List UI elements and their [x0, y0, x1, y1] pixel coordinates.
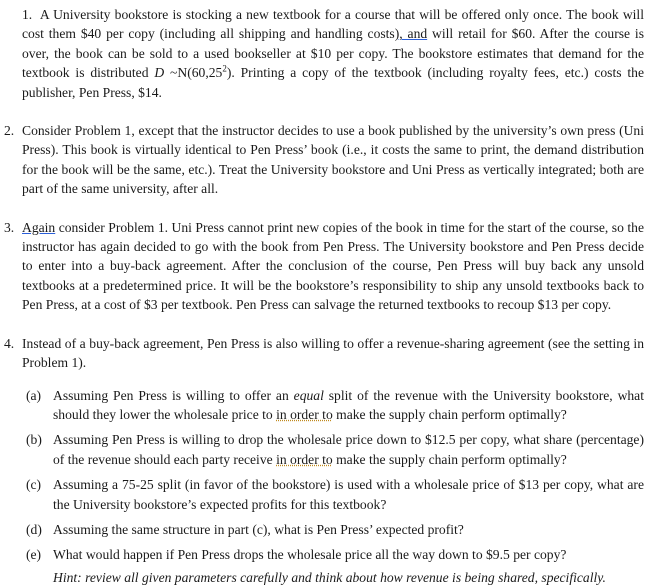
problem-4-text: Instead of a buy-back agreement, Pen Press is also willing to offer a revenue-sharing agreement (see the setting in Problem 1).	[22, 335, 644, 371]
distribution-expression: ~N(60,25	[164, 65, 223, 81]
spellcheck-underline: ), and	[394, 26, 428, 42]
part-a-emphasis: equal	[293, 387, 324, 403]
distribution-exponent: 2	[222, 63, 227, 74]
demand-variable: D	[154, 65, 165, 81]
part-c-text: Assuming a 75-25 split (in favor of the bookstore) is used with a wholesale price of $13 per copy, what are the University bookstore’s expected profits for this textbook?	[53, 477, 644, 512]
part-a-label: (a)	[26, 387, 42, 403]
problem-2	[4, 121, 644, 199]
part-b-text-a: Assuming Pen Press is willing to drop the wholesale price down to $12.5 per copy, what share (percentage) of the revenue should each party receive	[53, 432, 644, 467]
problem-4	[4, 334, 644, 373]
part-e-label: (e)	[26, 547, 42, 563]
problem-2-text: Consider Problem 1, except that the instructor decides to use a book published by the university’s own press (Uni Press). This book is virtually identical to Pen Press’ book (i.e., it costs the same to print, the demand distribution for the book will be the same, etc.). Treat the University bookstore and Uni Press as vertically integrated; both are part of the same university, after all.	[22, 123, 644, 197]
problem-1-text-c: ). Printing a copy of the textbook (including royalty fees, etc.) costs the publisher, Pen Press, $14.	[22, 65, 645, 100]
problem-1-text-a: A University bookstore is stocking a new textbook for a course that will be offered only once. The book will cost them $40 per copy (including all shipping and handling costs	[22, 7, 644, 42]
problem-1-number: 1.	[22, 7, 33, 22]
part-b-label: (b)	[26, 432, 42, 448]
part-d-label: (d)	[26, 521, 42, 537]
problem-4-part-c	[26, 475, 644, 514]
part-e-hint: Hint: review all given parameters carefully and think about how revenue is being shared, specifically.	[53, 569, 606, 585]
problem-3-number: 3.	[4, 219, 15, 235]
problem-4-part-e	[26, 545, 644, 587]
problem-document	[0, 5, 664, 587]
spellcheck-underline: Again	[22, 219, 56, 235]
part-a-text-b: split of the revenue with the University bookstore, what should they lower the wholesale price to	[53, 387, 644, 422]
problem-4-part-a	[26, 386, 644, 425]
problem-1-text-b: will retail for $60. After the course is over, the book can be sold to a used bookseller at $10 per copy. The bookstore estimates that demand for the textbook is distributed	[22, 26, 645, 81]
problem-4-part-b	[26, 430, 644, 469]
part-a-text-a: Assuming Pen Press is willing to offer an	[53, 387, 294, 403]
grammar-underline: in order to	[276, 406, 333, 422]
part-c-label: (c)	[26, 477, 42, 493]
part-e-text: What would happen if Pen Press drops the wholesale price all the way down to $9.5 per copy?	[53, 547, 567, 563]
part-a-text-c: make the supply chain perform optimally?	[332, 406, 567, 422]
problem-3-text: consider Problem 1. Uni Press cannot print new copies of the book in time for the start of the course, so the instructor has again decided to go with the book from Pen Press. The University bookstore and Pen Press decide to enter into a buy-back agreement. After the conclusion of the course, Pen Press will buy back any unsold textbooks at a predetermined price. It will be the bookstore’s responsibility to ship any unsold textbooks back to Pen Press, at a cost of $3 per textbook. Pen Press can salvage the returned textbooks to recoup $13 per copy.	[22, 219, 644, 313]
problem-1	[22, 5, 644, 102]
problem-2-number: 2.	[4, 123, 15, 139]
problem-4-part-d	[26, 520, 644, 539]
problem-3	[4, 218, 644, 315]
problem-4-number: 4.	[4, 335, 15, 351]
part-d-text: Assuming the same structure in part (c), what is Pen Press’ expected profit?	[53, 521, 464, 537]
part-b-text-c: make the supply chain perform optimally?	[332, 451, 567, 467]
grammar-underline: in order to	[276, 451, 333, 467]
